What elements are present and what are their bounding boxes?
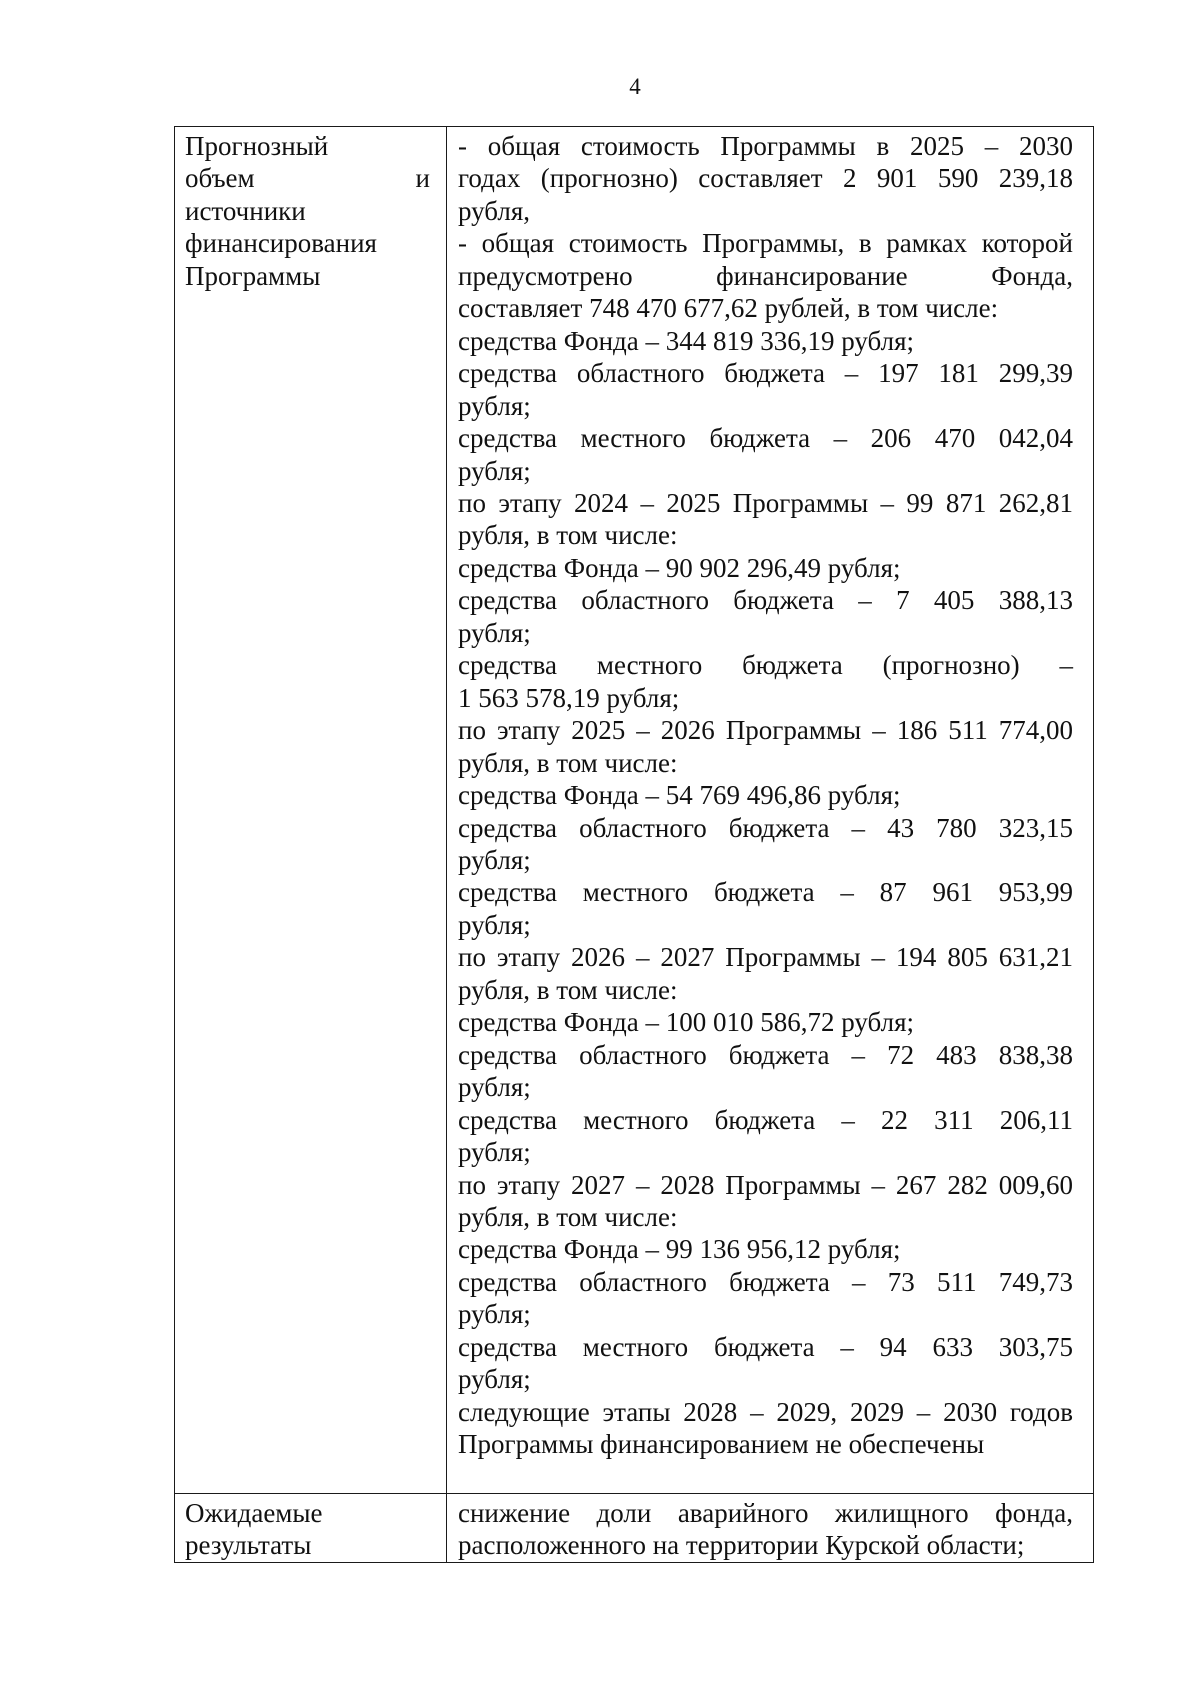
row-content-line: средства местного бюджета – 87 961 953,99 xyxy=(458,877,1073,908)
row-content-line: средства Фонда – 99 136 956,12 рубля; xyxy=(458,1234,901,1265)
row-content-line: рубля, в том числе: xyxy=(458,974,678,1005)
row-content-line: рубля; xyxy=(458,909,531,940)
row-label-cell xyxy=(175,1494,447,1563)
row-content-line: рубля, в том числе: xyxy=(458,520,678,551)
row-content-line: - общая стоимость Программы в 2025 – 2030 xyxy=(458,131,1073,161)
row-content-line: рубля; xyxy=(458,844,531,875)
row-content-line: средства Фонда – 90 902 296,49 рубля; xyxy=(458,552,901,583)
page-number: 4 xyxy=(629,74,641,99)
row-content-line: - общая стоимость Программы, в рамках которой xyxy=(458,228,1073,259)
row-label-line: финансирования xyxy=(185,228,377,259)
row-content-line: средства областного бюджета – 43 780 323,15 xyxy=(458,812,1073,843)
row-content-cell xyxy=(447,127,1094,1494)
row-content-line: средства местного бюджета – 22 311 206,11 xyxy=(458,1104,1073,1135)
row-content-line: средства местного бюджета – 94 633 303,75 xyxy=(458,1331,1073,1362)
row-content-line: средства Фонда – 344 819 336,19 рубля; xyxy=(458,325,915,356)
row-content-line: рубля; xyxy=(458,1364,531,1395)
row-label-line: Программы xyxy=(185,260,321,291)
row-content-line: рубля; xyxy=(458,617,531,648)
row-content-line: средства местного бюджета (прогнозно) – xyxy=(458,650,1073,681)
row-content-line: годах (прогнозно) составляет 2 901 590 239,18 xyxy=(458,163,1073,194)
row-content-line: снижение доли аварийного жилищного фонда, xyxy=(458,1498,1073,1528)
row-content-line: средства Фонда – 54 769 496,86 рубля; xyxy=(458,780,901,811)
row-content-line: средства областного бюджета – 72 483 838,38 xyxy=(458,1039,1073,1070)
row-content-line: средства областного бюджета – 197 181 299,39 xyxy=(458,358,1073,389)
row-label-line: Прогнозный xyxy=(185,131,329,161)
row-label-cell xyxy=(175,127,447,1494)
row-label-line: объем и xyxy=(185,163,430,194)
row-content-line: Программы финансированием не обеспечены xyxy=(458,1429,985,1460)
row-content-line: рубля, в том числе: xyxy=(458,1201,678,1232)
row-content-line: рубля; xyxy=(458,1072,531,1103)
row-content-line: по этапу 2026 – 2027 Программы – 194 805 631,21 xyxy=(458,942,1073,973)
row-content-line: рубля; xyxy=(458,455,531,486)
row-content-line: по этапу 2025 – 2026 Программы – 186 511 774,00 xyxy=(458,715,1073,746)
row-content-line: следующие этапы 2028 – 2029, 2029 – 2030 годов xyxy=(458,1396,1073,1427)
row-content-line: средства областного бюджета – 7 405 388,13 xyxy=(458,585,1073,616)
row-label-line: результаты xyxy=(185,1530,312,1561)
row-content-line: средства областного бюджета – 73 511 749,73 xyxy=(458,1266,1073,1297)
row-content-line: средства местного бюджета – 206 470 042,04 xyxy=(458,423,1073,454)
row-content-line: рубля; xyxy=(458,1137,531,1168)
row-content-line: рубля; xyxy=(458,390,531,421)
row-content-line: рубля, в том числе: xyxy=(458,747,678,778)
row-content-line: рубля, xyxy=(458,195,530,226)
row-label-line: источники xyxy=(185,195,306,226)
row-content-line: предусмотрено финансирование Фонда, xyxy=(458,260,1073,291)
row-content-line: расположенного на территории Курской области; xyxy=(458,1530,1025,1561)
row-content-line: составляет 748 470 677,62 рублей, в том числе: xyxy=(458,293,999,324)
row-label-line: Ожидаемые xyxy=(185,1498,323,1528)
table-row-financing xyxy=(175,127,1094,1494)
row-content-cell xyxy=(447,1494,1094,1563)
row-content-line: средства Фонда – 100 010 586,72 рубля; xyxy=(458,1007,915,1038)
row-content-line: 1 563 578,19 рубля; xyxy=(458,682,680,713)
table-row-results xyxy=(175,1494,1094,1563)
row-content-line: по этапу 2024 – 2025 Программы – 99 871 262,81 xyxy=(458,487,1073,518)
program-passport-table xyxy=(174,126,1094,1563)
row-content-line: рубля; xyxy=(458,1299,531,1330)
row-content-line: по этапу 2027 – 2028 Программы – 267 282 009,60 xyxy=(458,1169,1073,1200)
